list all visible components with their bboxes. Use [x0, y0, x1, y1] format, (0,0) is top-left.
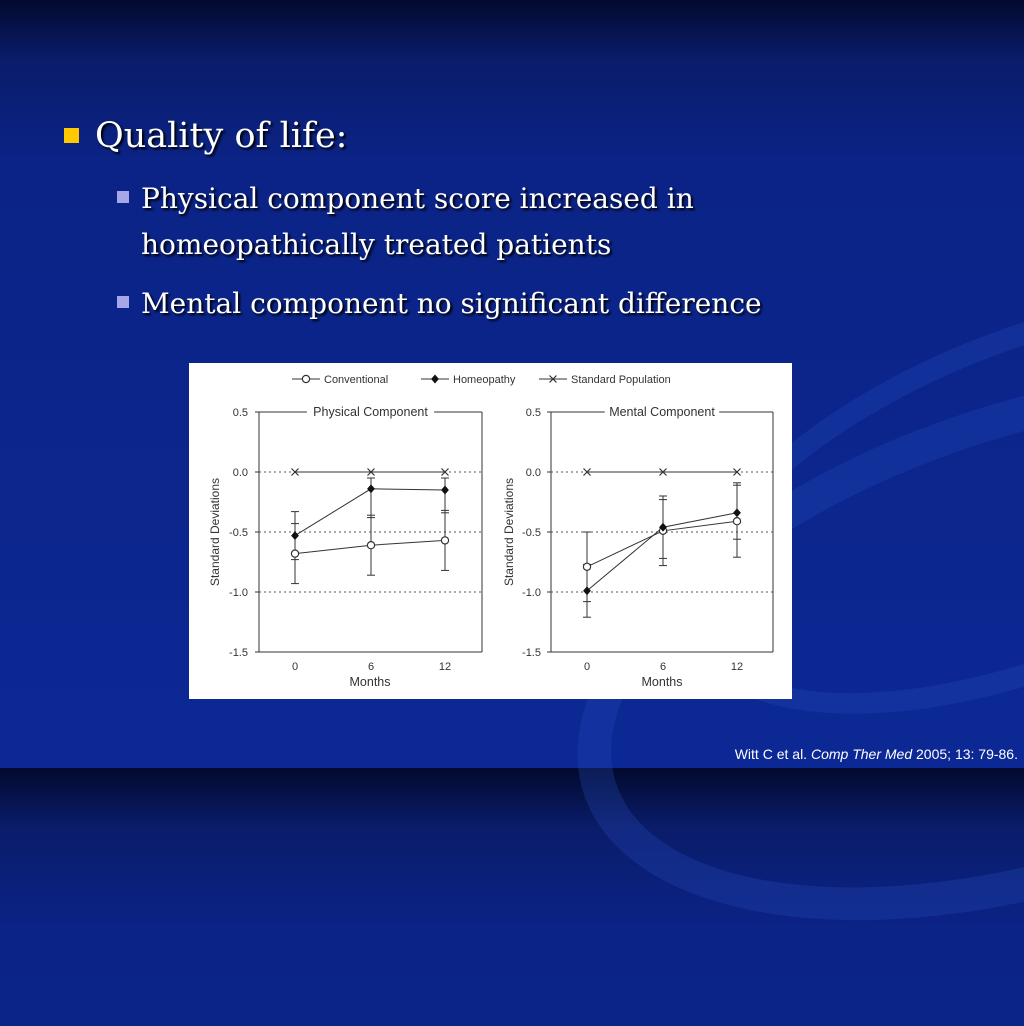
data-point — [733, 518, 740, 525]
square-bullet-icon — [117, 296, 129, 308]
legend-label: Homeopathy — [453, 374, 516, 386]
x-tick-label: 12 — [438, 661, 452, 673]
y-tick-label: -1.0 — [522, 587, 541, 599]
data-point — [291, 550, 298, 557]
y-tick-label: 0.0 — [232, 467, 248, 479]
bullet-text: Quality of life: — [95, 116, 348, 156]
y-tick-label: -0.5 — [229, 527, 248, 539]
citation-authors: Witt C et al. — [734, 746, 808, 762]
x-tick-label: 6 — [659, 661, 667, 673]
chart-svg — [189, 363, 792, 699]
x-tick-label: 6 — [367, 661, 375, 673]
square-bullet-icon — [117, 191, 129, 203]
x-tick-label: 0 — [291, 661, 299, 673]
legend-marker — [302, 375, 309, 382]
citation-details: 2005; 13: 79-86. — [916, 746, 1018, 762]
chart-title: Mental Component — [609, 405, 715, 419]
x-axis-label: Months — [349, 675, 391, 689]
data-point — [734, 509, 741, 517]
square-bullet-icon — [64, 128, 79, 143]
bullet-level2 — [117, 281, 877, 327]
citation-journal: Comp Ther Med — [810, 746, 913, 762]
data-point — [367, 542, 374, 549]
y-tick-label: -1.5 — [522, 647, 541, 659]
y-tick-label: -1.5 — [229, 647, 248, 659]
legend-label: Conventional — [324, 374, 389, 386]
data-point — [583, 563, 590, 570]
bullet-level1 — [64, 111, 347, 161]
series-line — [295, 489, 445, 536]
bullet-text: Mental component no significant difference — [141, 287, 762, 320]
y-axis-label: Standard Deviations — [502, 477, 516, 587]
y-tick-label: 0.0 — [525, 467, 541, 479]
bullet-level2 — [117, 176, 797, 268]
data-point — [442, 486, 449, 494]
legend-label: Standard Population — [571, 374, 671, 386]
bullet-text: Physical component score increased in homeopathically treated patients — [141, 182, 694, 261]
y-tick-label: 0.5 — [232, 407, 248, 419]
x-tick-label: 0 — [583, 661, 591, 673]
x-tick-label: 12 — [730, 661, 744, 673]
y-tick-label: 0.5 — [525, 407, 541, 419]
data-point — [441, 537, 448, 544]
data-point — [584, 587, 591, 595]
chart-figure — [189, 363, 792, 699]
data-point — [292, 532, 299, 540]
x-axis-label: Months — [641, 675, 683, 689]
citation — [735, 746, 1018, 762]
data-point — [368, 485, 375, 493]
y-axis-label: Standard Deviations — [208, 477, 222, 587]
legend-marker — [432, 375, 439, 383]
chart-title: Physical Component — [313, 405, 428, 419]
y-tick-label: -1.0 — [229, 587, 248, 599]
y-tick-label: -0.5 — [522, 527, 541, 539]
